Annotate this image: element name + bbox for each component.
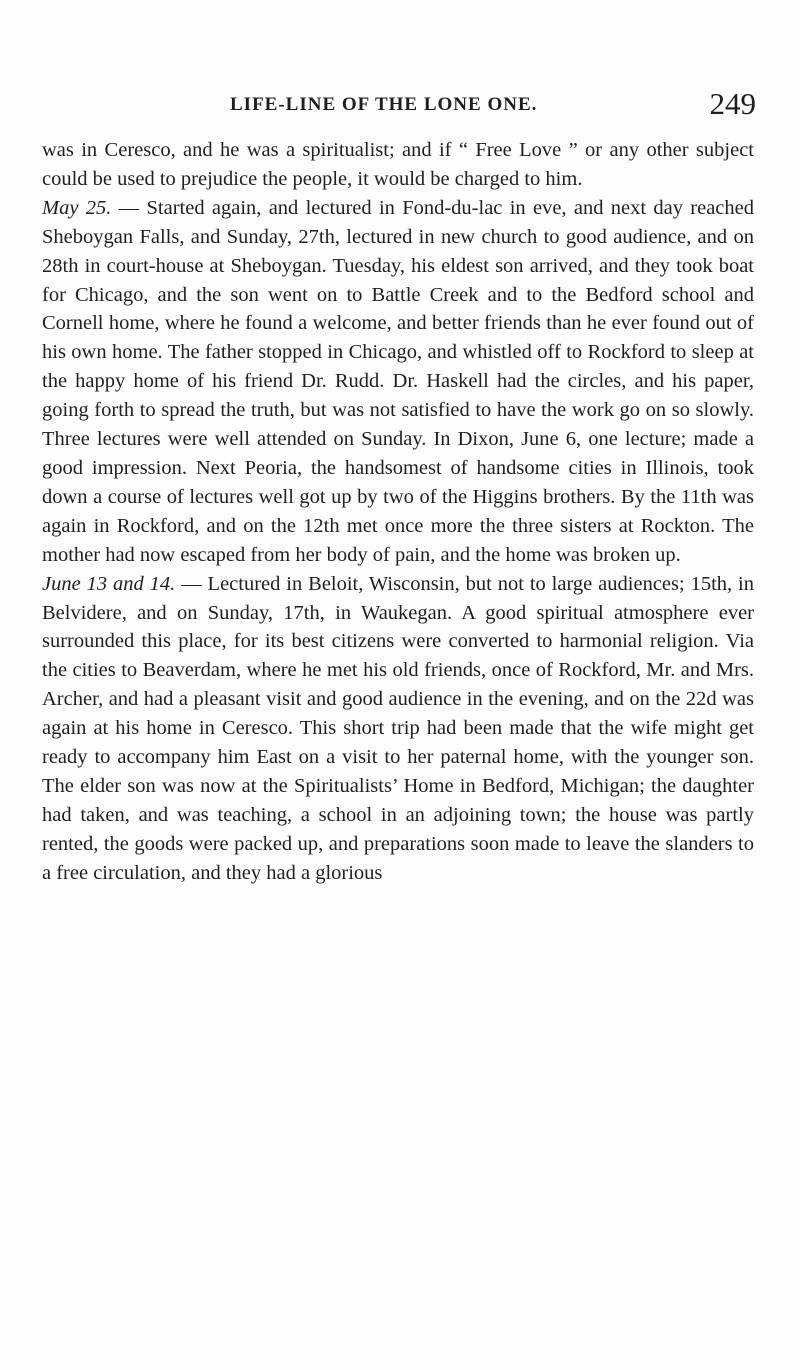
journal-entry <box>42 570 754 888</box>
running-title: LIFE-LINE OF THE LONE ONE. <box>230 94 538 115</box>
entry-date: June 13 and 14. <box>42 572 176 595</box>
paragraph <box>42 136 754 194</box>
entry-text: — Lectured in Beloit, Wisconsin, but not to large audiences; 15th, in Belvidere, and on Sunday, 17th, in Waukegan. A good spiritual atmosphere ever surrounded this place, for its best citizens were converted to harmonial religion. Via the cities to Beaverdam, where he met his old friends, once of Rockford, Mr. and Mrs. Archer, and had a pleasant visit and good audience in the evening, and on the 22d was again at his home in Ceresco. This short trip had been made that the wife might get ready to accompany him East on a visit to her paternal home, with the younger son. The elder son was now at the Spiritualists’ Home in Bedford, Michigan; the daughter had taken, and was teaching, a school in an adjoining town; the house was partly rented, the goods were packed up, and preparations soon made to leave the slanders to a free circulation, and they had a glorious <box>42 572 754 884</box>
running-head <box>40 86 760 124</box>
paragraph-text: was in Ceresco, and he was a spiritualist; and if “ Free Love ” or any other subject could be used to prejudice the people, it would be charged to him. <box>42 139 754 190</box>
entry-text: — Started again, and lectured in Fond-du-lac in eve, and next day reached Sheboygan Falls, and Sunday, 27th, lectured in new church to good audience, and on 28th in court-house at Sheboygan. Tuesday, his eldest son arrived, and they took boat for Chicago, and the son went on to Battle Creek and to the Bedford school and Cornell home, where he found a welcome, and better friends than he ever found out of his own home. The father stopped in Chicago, and whistled off to Rockford to sleep at the happy home of his friend Dr. Rudd. Dr. Haskell had the circles, and his paper, going forth to spread the truth, but was not satisfied to have the work go on so slowly. Three lectures were well attended on Sunday. In Dixon, June 6, one lecture; made a good impression. Next Peoria, the handsomest of handsome cities in Illinois, took down a course of lectures well got up by two of the Higgins brothers. By the 11th was again in Rockford, and on the 12th met once more the three sisters at Rockton. The mother had now escaped from her body of pain, and the home was broken up. <box>42 196 754 566</box>
body-text <box>42 136 754 888</box>
entry-date: May 25. <box>42 196 112 219</box>
journal-entry <box>42 194 754 570</box>
page-number: 249 <box>709 86 756 121</box>
